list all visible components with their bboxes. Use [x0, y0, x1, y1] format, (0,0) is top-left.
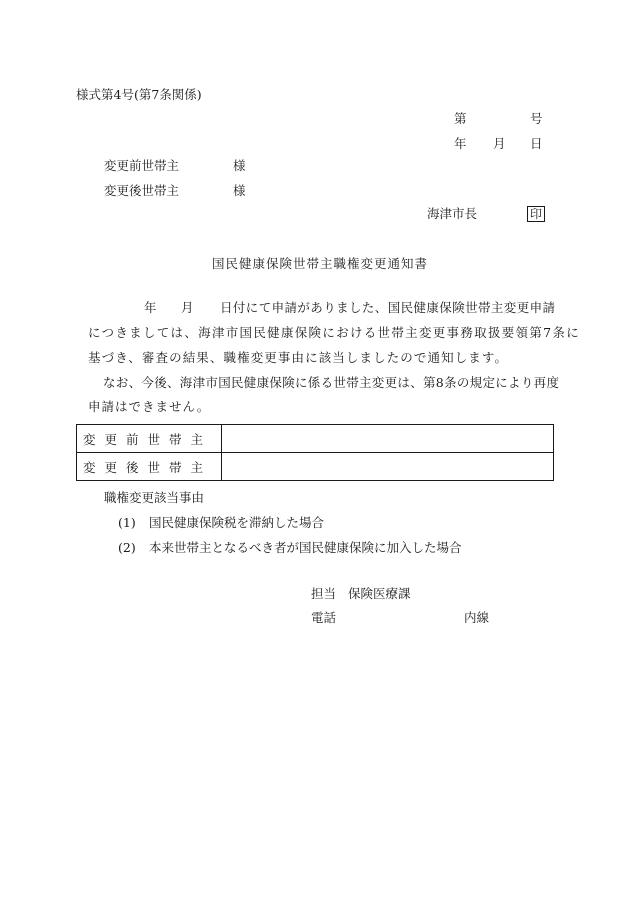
reason-1-num: (1)	[118, 515, 136, 530]
form-number: 様式第4号(第7条関係)	[76, 87, 202, 102]
document-title: 国民健康保険世帯主職権変更通知書	[212, 256, 429, 271]
body-line-1: 日付にて申請がありました、国民健康保険世帯主変更申請	[220, 300, 556, 315]
reason-2-text: 本来世帯主となるべき者が国民健康保険に加入した場合	[149, 540, 462, 555]
reasons-heading: 職権変更該当事由	[104, 490, 205, 505]
reason-2-num: (2)	[118, 540, 136, 555]
householder-table	[76, 424, 554, 481]
table-label-before: 変更前世帯主	[77, 425, 222, 453]
table-row	[77, 453, 554, 481]
issuer-name: 海津市長	[427, 206, 478, 221]
date-day: 日	[530, 136, 543, 151]
body-line-2: につきましては、海津市国民健康保険における世帯主変更事務取扱要領第7条に	[88, 325, 581, 340]
contact-department: 保険医療課	[348, 586, 411, 601]
body-month: 月	[181, 300, 194, 315]
addressee-before-honorific: 様	[233, 158, 246, 173]
contact-extension-label: 内線	[464, 610, 490, 625]
date-month: 月	[493, 136, 506, 151]
body-line-4: なお、今後、海津市国民健康保険に係る世帯主変更は、第8条の規定により再度	[103, 375, 560, 390]
body-year: 年	[144, 300, 157, 315]
seal-stamp: 印	[527, 206, 545, 222]
body-line-5: 申請はできません。	[88, 399, 211, 414]
contact-phone-label: 電話	[311, 610, 337, 625]
table-value-before[interactable]	[222, 425, 554, 453]
date-year: 年	[454, 136, 467, 151]
table-value-after[interactable]	[222, 453, 554, 481]
reason-1-text: 国民健康保険税を滞納した場合	[149, 515, 325, 530]
body-line-3: 基づき、審査の結果、職権変更事由に該当しましたので通知します。	[88, 350, 509, 365]
addressee-before-label: 変更前世帯主	[104, 158, 180, 173]
table-row	[77, 425, 554, 453]
addressee-after-label: 変更後世帯主	[104, 183, 180, 198]
doc-number-dai: 第	[454, 111, 467, 126]
addressee-after-honorific: 様	[233, 183, 246, 198]
table-label-after: 変更後世帯主	[77, 453, 222, 481]
doc-number-go: 号	[530, 111, 543, 126]
contact-tanto-label: 担当	[311, 586, 337, 601]
